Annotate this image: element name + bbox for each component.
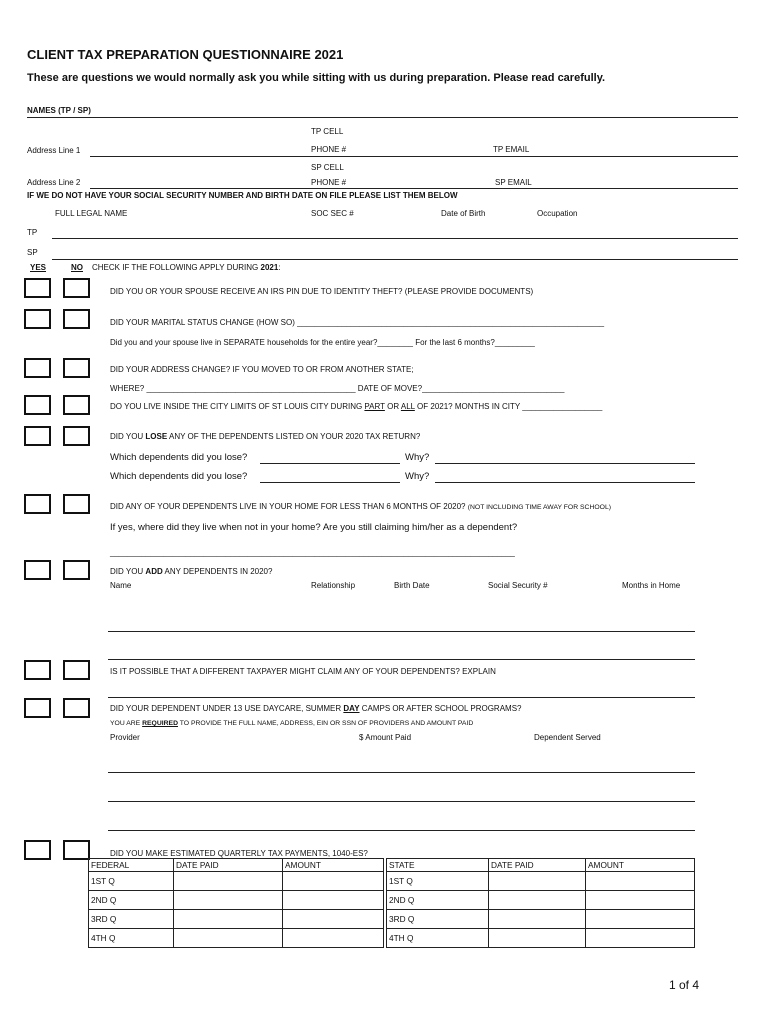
q10-no-checkbox[interactable]	[63, 840, 90, 860]
state-row-label: 3RD Q	[387, 910, 489, 929]
state-row-label: 2ND Q	[387, 891, 489, 910]
q3-no-checkbox[interactable]	[63, 358, 90, 378]
q5-no-checkbox[interactable]	[63, 426, 90, 446]
q7-answer-line-2[interactable]	[108, 659, 695, 660]
q7-col-relationship: Relationship	[311, 581, 356, 590]
page-subtitle: These are questions we would normally ask you while sitting with us during preparation. Please read carefully.	[27, 72, 606, 84]
q2-yes-checkbox[interactable]	[24, 309, 51, 329]
q3b-text: WHERE? _______________________________________________ DATE OF MOVE?________________________________	[110, 384, 565, 393]
col-full-legal-name: FULL LEGAL NAME	[55, 209, 128, 218]
federal-amount-col: AMOUNT	[283, 859, 384, 872]
q5a-why-label: Why?	[405, 452, 430, 463]
tp-email-label: TP EMAIL	[493, 145, 530, 154]
address-line-2-label: Address Line 2	[27, 178, 81, 187]
q8-text: IS IT POSSIBLE THAT A DIFFERENT TAXPAYER MIGHT CLAIM ANY OF YOUR DEPENDENTS? EXPLAIN	[110, 667, 496, 676]
q2b-text: Did you and your spouse live in SEPARATE households for the entire year?________ For the last 6 months?_________	[110, 338, 535, 347]
federal-row-label: 1ST Q	[89, 872, 174, 891]
q9-text: DID YOUR DEPENDENT UNDER 13 USE DAYCARE, SUMMER DAY CAMPS OR AFTER SCHOOL PROGRAMS?	[110, 704, 522, 713]
q10-text: DID YOU MAKE ESTIMATED QUARTERLY TAX PAYMENTS, 1040-ES?	[110, 849, 368, 858]
names-line[interactable]	[27, 117, 738, 118]
q9-yes-checkbox[interactable]	[24, 698, 51, 718]
q5a-label: Which dependents did you lose?	[110, 452, 248, 463]
q9-note: YOU ARE REQUIRED TO PROVIDE THE FULL NAME, ADDRESS, EIN OR SSN OF PROVIDERS AND AMOUNT PAID	[110, 720, 474, 727]
federal-date-cell[interactable]	[174, 891, 283, 910]
federal-amount-cell[interactable]	[283, 872, 384, 891]
q9-answer-line-2[interactable]	[108, 801, 695, 802]
q6-no-checkbox[interactable]	[63, 494, 90, 514]
state-date-cell[interactable]	[489, 872, 586, 891]
q5a-why-field[interactable]	[435, 463, 695, 464]
q7-col-ssn: Social Security #	[488, 581, 548, 590]
federal-row-label: 2ND Q	[89, 891, 174, 910]
q5b-label: Which dependents did you lose?	[110, 471, 248, 482]
names-label: NAMES (TP / SP)	[27, 106, 91, 115]
q5b-dependents-field[interactable]	[260, 482, 400, 483]
col-soc-sec: SOC SEC #	[311, 209, 354, 218]
checklist-intro: CHECK IF THE FOLLOWING APPLY DURING 2021:	[92, 263, 281, 272]
col-occupation: Occupation	[537, 209, 578, 218]
q8-no-checkbox[interactable]	[63, 660, 90, 680]
address-line-1-field[interactable]	[90, 156, 738, 157]
q7-col-name: Name	[110, 581, 132, 590]
q9-answer-line-3[interactable]	[108, 830, 695, 831]
state-date-cell[interactable]	[489, 929, 586, 948]
q4-text: DO YOU LIVE INSIDE THE CITY LIMITS OF ST LOUIS CITY DURING PART OR ALL OF 2021? MONTHS IN CITY __________________	[110, 402, 603, 411]
federal-amount-cell[interactable]	[283, 910, 384, 929]
q3-yes-checkbox[interactable]	[24, 358, 51, 378]
sp-ssn-line[interactable]	[52, 259, 738, 260]
q9-col-amount: $ Amount Paid	[359, 733, 412, 742]
q5-yes-checkbox[interactable]	[24, 426, 51, 446]
federal-amount-cell[interactable]	[283, 891, 384, 910]
tp-phone-label: PHONE #	[311, 145, 347, 154]
state-date-col: DATE PAID	[489, 859, 586, 872]
federal-row-label: 4TH Q	[89, 929, 174, 948]
q7-answer-line-1[interactable]	[108, 631, 695, 632]
q4-yes-checkbox[interactable]	[24, 395, 51, 415]
state-row-label: 1ST Q	[387, 872, 489, 891]
state-amount-cell[interactable]	[586, 929, 695, 948]
q7-col-months: Months in Home	[622, 581, 681, 590]
state-amount-col: AMOUNT	[586, 859, 695, 872]
federal-payments-table	[88, 858, 384, 948]
tp-ssn-line[interactable]	[52, 238, 738, 239]
q2-text: DID YOUR MARITAL STATUS CHANGE (HOW SO) _____________________________________________________________________	[110, 318, 605, 327]
q9-col-provider: Provider	[110, 733, 140, 742]
address-line-2-field[interactable]	[90, 188, 738, 189]
q3-text: DID YOUR ADDRESS CHANGE? IF YOU MOVED TO OR FROM ANOTHER STATE;	[110, 365, 414, 374]
sp-phone-label: PHONE #	[311, 178, 347, 187]
q10-yes-checkbox[interactable]	[24, 840, 51, 860]
q1-yes-checkbox[interactable]	[24, 278, 51, 298]
q1-no-checkbox[interactable]	[63, 278, 90, 298]
address-line-1-label: Address Line 1	[27, 146, 81, 155]
federal-date-cell[interactable]	[174, 872, 283, 891]
q8-yes-checkbox[interactable]	[24, 660, 51, 680]
q6-yes-checkbox[interactable]	[24, 494, 51, 514]
yes-column-header: YES	[30, 263, 47, 272]
state-date-cell[interactable]	[489, 910, 586, 929]
tp-row-label: TP	[27, 228, 38, 237]
page-title: CLIENT TAX PREPARATION QUESTIONNAIRE 2021	[27, 47, 344, 62]
federal-date-col: DATE PAID	[174, 859, 283, 872]
q5b-why-label: Why?	[405, 471, 430, 482]
q5a-dependents-field[interactable]	[260, 463, 400, 464]
federal-row-label: 3RD Q	[89, 910, 174, 929]
q7-yes-checkbox[interactable]	[24, 560, 51, 580]
sp-row-label: SP	[27, 248, 38, 257]
tp-cell-label: TP CELL	[311, 127, 344, 136]
q2-no-checkbox[interactable]	[63, 309, 90, 329]
ssn-heading: IF WE DO NOT HAVE YOUR SOCIAL SECURITY NUMBER AND BIRTH DATE ON FILE PLEASE LIST THEM BELOW	[27, 191, 458, 200]
state-payments-table	[386, 858, 695, 948]
federal-amount-cell[interactable]	[283, 929, 384, 948]
state-date-cell[interactable]	[489, 891, 586, 910]
q6b-text: If yes, where did they live when not in your home? Are you still claiming him/her as a dependent?	[110, 522, 518, 533]
state-header: STATE	[387, 859, 489, 872]
q7-col-birth-date: Birth Date	[394, 581, 430, 590]
sp-email-label: SP EMAIL	[495, 178, 532, 187]
federal-date-cell[interactable]	[174, 910, 283, 929]
q6-text: DID ANY OF YOUR DEPENDENTS LIVE IN YOUR HOME FOR LESS THAN 6 MONTHS OF 2020? (NOT INCLUDING TIME AWAY FOR SCHOOL)	[110, 502, 611, 511]
q9-col-dependent: Dependent Served	[534, 733, 601, 742]
no-column-header: NO	[71, 263, 83, 272]
sp-cell-label: SP CELL	[311, 163, 344, 172]
state-amount-cell[interactable]	[586, 910, 695, 929]
q4-no-checkbox[interactable]	[63, 395, 90, 415]
q7-text: DID YOU ADD ANY DEPENDENTS IN 2020?	[110, 567, 273, 576]
q1-text: DID YOU OR YOUR SPOUSE RECEIVE AN IRS PIN DUE TO IDENTITY THEFT? (PLEASE PROVIDE DOCUMENTS)	[110, 287, 534, 296]
q7-no-checkbox[interactable]	[63, 560, 90, 580]
q6-answer-line[interactable]: ___________________________________________________________________________________________	[110, 548, 515, 557]
state-row-label: 4TH Q	[387, 929, 489, 948]
q5-text: DID YOU LOSE ANY OF THE DEPENDENTS LISTED ON YOUR 2020 TAX RETURN?	[110, 432, 421, 441]
q9-no-checkbox[interactable]	[63, 698, 90, 718]
q9-answer-line-1[interactable]	[108, 772, 695, 773]
state-amount-cell[interactable]	[586, 891, 695, 910]
col-date-of-birth: Date of Birth	[441, 209, 486, 218]
q8-answer-line[interactable]	[108, 697, 695, 698]
federal-header: FEDERAL	[89, 859, 174, 872]
state-amount-cell[interactable]	[586, 872, 695, 891]
page-number: 1 of 4	[669, 978, 700, 992]
federal-date-cell[interactable]	[174, 929, 283, 948]
q5b-why-field[interactable]	[435, 482, 695, 483]
